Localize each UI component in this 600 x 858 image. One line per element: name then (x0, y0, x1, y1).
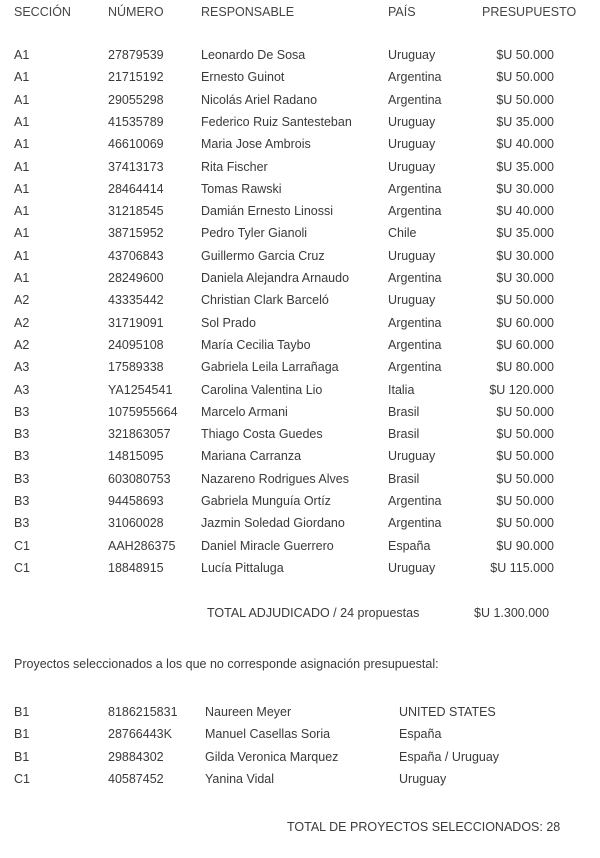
table-row (0, 201, 600, 221)
cell-seccion: A1 (14, 114, 30, 129)
cell-seccion: A2 (14, 337, 30, 352)
cell-pais: Argentina (388, 204, 442, 219)
table-row (0, 357, 600, 377)
table-row (0, 134, 600, 154)
cell-responsable: Nicolás Ariel Radano (201, 92, 318, 107)
table-header (0, 2, 600, 22)
cell-numero: 27879539 (108, 48, 164, 62)
header-presupuesto: PRESUPUESTO (482, 5, 577, 19)
table-row (0, 380, 600, 400)
cell-responsable: Christian Clark Barceló (201, 293, 329, 308)
table-row (0, 513, 600, 533)
cell-responsable: Yanina Vidal (205, 771, 275, 786)
cell-responsable: Rita Fischer (201, 159, 268, 174)
cell-seccion: C1 (14, 560, 30, 575)
cell-seccion: A2 (14, 315, 30, 330)
no-budget-row (0, 769, 600, 789)
cell-pais: Brasil (388, 427, 420, 442)
cell-numero: 321863057 (108, 427, 171, 442)
cell-pais: Brasil (388, 471, 420, 486)
header-pais: PAÍS (388, 5, 416, 19)
cell-seccion: A1 (14, 204, 30, 219)
cell-numero: 18848915 (108, 560, 164, 575)
cell-responsable: Gabriela Leila Larrañaga (201, 360, 339, 375)
cell-presupuesto: $U 115.000 (490, 560, 554, 575)
cell-responsable: Manuel Casellas Soria (205, 727, 331, 742)
cell-presupuesto: $U 50.000 (496, 70, 554, 85)
cell-seccion: A1 (14, 137, 30, 152)
cell-responsable: Pedro Tyler Gianoli (201, 226, 308, 241)
table-row (0, 112, 600, 132)
cell-numero: 41535789 (108, 114, 164, 129)
cell-seccion: A1 (14, 92, 30, 107)
cell-pais: España (399, 727, 442, 742)
cell-responsable: Gilda Veronica Marquez (205, 749, 339, 764)
cell-numero: 31719091 (108, 315, 164, 330)
no-budget-row (0, 747, 600, 767)
cell-presupuesto: $U 30.000 (496, 248, 554, 263)
cell-responsable: Leonardo De Sosa (201, 48, 306, 62)
cell-pais: Argentina (388, 360, 442, 375)
cell-pais: Chile (388, 226, 417, 241)
cell-presupuesto: $U 50.000 (496, 427, 554, 442)
cell-seccion: B1 (14, 749, 30, 764)
cell-pais: Uruguay (388, 48, 436, 62)
cell-seccion: B1 (14, 727, 30, 742)
total-adjudicado-label: TOTAL ADJUDICADO / 24 propuestas (207, 606, 420, 620)
cell-presupuesto: $U 50.000 (496, 516, 554, 531)
cell-seccion: A1 (14, 70, 30, 85)
cell-presupuesto: $U 50.000 (496, 494, 554, 508)
cell-seccion: A1 (14, 159, 30, 174)
cell-seccion: B1 (14, 705, 30, 719)
table-row (0, 268, 600, 288)
cell-responsable: Ernesto Guinot (201, 70, 285, 85)
cell-pais: Argentina (388, 271, 442, 285)
cell-seccion: B3 (14, 516, 30, 531)
cell-presupuesto: $U 60.000 (496, 315, 554, 330)
cell-numero: AAH286375 (108, 538, 176, 553)
table-row (0, 446, 600, 466)
cell-seccion: B3 (14, 494, 30, 508)
cell-numero: 31060028 (108, 516, 164, 531)
table-row (0, 223, 600, 243)
cell-presupuesto: $U 50.000 (496, 48, 554, 62)
header-numero: NÚMERO (108, 5, 164, 19)
cell-presupuesto: $U 60.000 (496, 337, 554, 352)
cell-numero: 8186215831 (108, 705, 178, 719)
cell-pais: Argentina (388, 70, 442, 85)
table-row (0, 45, 600, 65)
cell-numero: 17589338 (108, 360, 164, 375)
cell-pais: España (388, 538, 431, 553)
cell-seccion: A1 (14, 48, 30, 62)
cell-numero: 28249600 (108, 271, 164, 285)
cell-pais: Argentina (388, 337, 442, 352)
cell-responsable: Guillermo Garcia Cruz (201, 248, 325, 263)
cell-pais: Argentina (388, 315, 442, 330)
cell-responsable: Carolina Valentina Lio (201, 382, 323, 397)
no-budget-intro: Proyectos seleccionados a los que no corresponde asignación presupuestal: (14, 657, 439, 671)
cell-seccion: B3 (14, 471, 30, 486)
cell-numero: 46610069 (108, 137, 164, 152)
table-row (0, 335, 600, 355)
cell-presupuesto: $U 50.000 (496, 404, 554, 419)
total-seleccionados: TOTAL DE PROYECTOS SELECCIONADOS: 28 (287, 820, 561, 834)
cell-numero: 603080753 (108, 471, 171, 486)
cell-pais: Uruguay (388, 449, 436, 464)
cell-responsable: Lucía Pittaluga (201, 560, 284, 575)
cell-numero: 29055298 (108, 92, 164, 107)
table-row (0, 424, 600, 444)
cell-pais: Uruguay (388, 293, 436, 308)
cell-seccion: B3 (14, 449, 30, 464)
total-adjudicado-value: $U 1.300.000 (474, 606, 550, 620)
cell-numero: 28766443K (108, 727, 172, 742)
cell-presupuesto: $U 40.000 (496, 137, 554, 152)
cell-responsable: Daniela Alejandra Arnaudo (201, 271, 350, 285)
cell-presupuesto: $U 35.000 (496, 114, 554, 129)
cell-seccion: C1 (14, 771, 30, 786)
cell-numero: 38715952 (108, 226, 164, 241)
cell-pais: Italia (388, 382, 415, 397)
cell-seccion: A1 (14, 271, 30, 285)
cell-pais: Argentina (388, 494, 442, 508)
cell-numero: 24095108 (108, 337, 164, 352)
cell-presupuesto: $U 30.000 (496, 271, 554, 285)
cell-numero: 14815095 (108, 449, 164, 464)
cell-responsable: Maria Jose Ambrois (201, 137, 311, 152)
cell-pais: UNITED STATES (399, 705, 496, 719)
cell-presupuesto: $U 80.000 (496, 360, 554, 375)
cell-pais: España / Uruguay (399, 749, 500, 764)
cell-responsable: Mariana Carranza (201, 449, 302, 464)
cell-pais: Uruguay (388, 159, 436, 174)
table-row (0, 402, 600, 422)
cell-pais: Uruguay (399, 771, 447, 786)
cell-seccion: A2 (14, 293, 30, 308)
cell-seccion: C1 (14, 538, 30, 553)
no-budget-row (0, 724, 600, 744)
table-row (0, 313, 600, 333)
cell-seccion: B3 (14, 404, 30, 419)
cell-pais: Brasil (388, 404, 420, 419)
cell-responsable: Sol Prado (201, 315, 256, 330)
cell-numero: 94458693 (108, 494, 164, 508)
cell-numero: 43335442 (108, 293, 164, 308)
cell-pais: Uruguay (388, 137, 436, 152)
cell-presupuesto: $U 50.000 (496, 449, 554, 464)
cell-seccion: B3 (14, 427, 30, 442)
cell-responsable: Damián Ernesto Linossi (201, 204, 334, 219)
cell-numero: 43706843 (108, 248, 164, 263)
cell-presupuesto: $U 35.000 (496, 226, 554, 241)
table-row (0, 558, 600, 578)
table-row (0, 469, 600, 489)
cell-pais: Uruguay (388, 114, 436, 129)
cell-responsable: Jazmin Soledad Giordano (201, 516, 345, 531)
cell-responsable: Gabriela Munguía Ortíz (201, 494, 331, 508)
cell-numero: YA1254541 (108, 382, 173, 397)
cell-responsable: Federico Ruiz Santesteban (201, 114, 352, 129)
cell-pais: Uruguay (388, 560, 436, 575)
cell-presupuesto: $U 35.000 (496, 159, 554, 174)
cell-presupuesto: $U 50.000 (496, 293, 554, 308)
cell-seccion: A1 (14, 248, 30, 263)
cell-responsable: Daniel Miracle Guerrero (201, 538, 334, 553)
cell-numero: 29884302 (108, 749, 164, 764)
cell-pais: Uruguay (388, 248, 436, 263)
cell-numero: 28464414 (108, 181, 164, 196)
cell-presupuesto: $U 40.000 (496, 204, 554, 219)
cell-presupuesto: $U 90.000 (496, 538, 554, 553)
cell-responsable: Tomas Rawski (201, 181, 282, 196)
no-budget-row (0, 702, 600, 722)
cell-pais: Argentina (388, 181, 442, 196)
cell-presupuesto: $U 50.000 (496, 471, 554, 486)
cell-seccion: A1 (14, 181, 30, 196)
cell-numero: 1075955664 (108, 404, 178, 419)
cell-presupuesto: $U 120.000 (489, 382, 554, 397)
table-row (0, 246, 600, 266)
cell-responsable: Naureen Meyer (205, 705, 292, 719)
cell-pais: Argentina (388, 92, 442, 107)
cell-seccion: A1 (14, 226, 30, 241)
table-row (0, 290, 600, 310)
cell-responsable: Marcelo Armani (201, 404, 288, 419)
cell-seccion: A3 (14, 382, 30, 397)
header-seccion: SECCIÓN (14, 5, 71, 19)
cell-responsable: Nazareno Rodrigues Alves (201, 471, 349, 486)
cell-numero: 37413173 (108, 159, 164, 174)
cell-numero: 21715192 (108, 70, 164, 85)
cell-presupuesto: $U 50.000 (496, 92, 554, 107)
table-row (0, 90, 600, 110)
table-row (0, 157, 600, 177)
cell-pais: Argentina (388, 516, 442, 531)
cell-presupuesto: $U 30.000 (496, 181, 554, 196)
cell-seccion: A3 (14, 360, 30, 375)
table-row (0, 536, 600, 556)
table-row (0, 179, 600, 199)
header-responsable: RESPONSABLE (201, 5, 295, 19)
cell-numero: 31218545 (108, 204, 164, 219)
table-row (0, 491, 600, 511)
table-row (0, 67, 600, 87)
cell-numero: 40587452 (108, 771, 164, 786)
cell-responsable: María Cecilia Taybo (201, 337, 311, 352)
cell-responsable: Thiago Costa Guedes (201, 427, 323, 442)
